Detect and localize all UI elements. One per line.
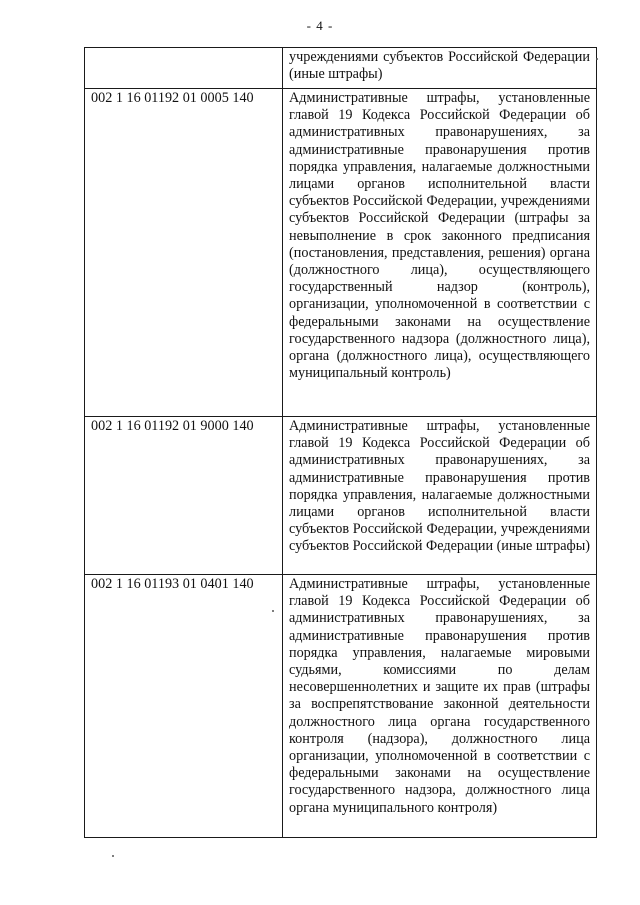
description-cell: учреждениями субъектов Российской Федерации (иные штрафы) xyxy=(283,48,597,89)
code-cell: 002 1 16 01193 01 0401 140 xyxy=(85,575,283,838)
table-row xyxy=(85,575,597,838)
budget-codes-table xyxy=(84,47,597,838)
code-cell xyxy=(85,48,283,89)
page-number: - 4 - xyxy=(306,18,334,33)
scan-speck xyxy=(112,855,114,857)
code-cell: 002 1 16 01192 01 9000 140 xyxy=(85,417,283,575)
code-cell: 002 1 16 01192 01 0005 140 xyxy=(85,89,283,417)
description-cell: Административные штрафы, установленные главой 19 Кодекса Российской Федерации об административных правонарушениях, за административные правонарушения против порядка управления, налагаемые должностными лицами органов исполнительной власти субъектов Российской Федерации, учреждениями субъектов Российской Федерации (иные штрафы) xyxy=(283,417,597,575)
scan-speck xyxy=(272,610,274,612)
description-cell: Административные штрафы, установленные главой 19 Кодекса Российской Федерации об административных правонарушениях, за административные правонарушения против порядка управления, налагаемые должностными лицами органов исполнительной власти субъектов Российской Федерации, учреждениями субъектов Российской Федерации (штрафы за невыполнение в срок законного предписания (постановления, представления, решения) органа (должностного лица), осуществляющего государственный надзор (контроль), организации, уполномоченной в соответствии с федеральными законами на осуществление государственного надзора (должностного лица), органа (должностного лица), осуществляющего муниципальный контроль) xyxy=(283,89,597,417)
table-row xyxy=(85,89,597,417)
table-row xyxy=(85,417,597,575)
table-row xyxy=(85,48,597,89)
scan-speck xyxy=(596,58,598,60)
description-cell: Административные штрафы, установленные главой 19 Кодекса Российской Федерации об административных правонарушениях, за административные правонарушения против порядка управления, налагаемые мировыми судьями, комиссиями по делам несовершеннолетних и защите их прав (штрафы за воспрепятствование законной деятельности должностного лица органа государственного контроля (надзора), должностного лица организации, уполномоченной в соответствии с федеральными законами на осуществление государственного надзора, должностного лица органа муниципального контроля) xyxy=(283,575,597,838)
